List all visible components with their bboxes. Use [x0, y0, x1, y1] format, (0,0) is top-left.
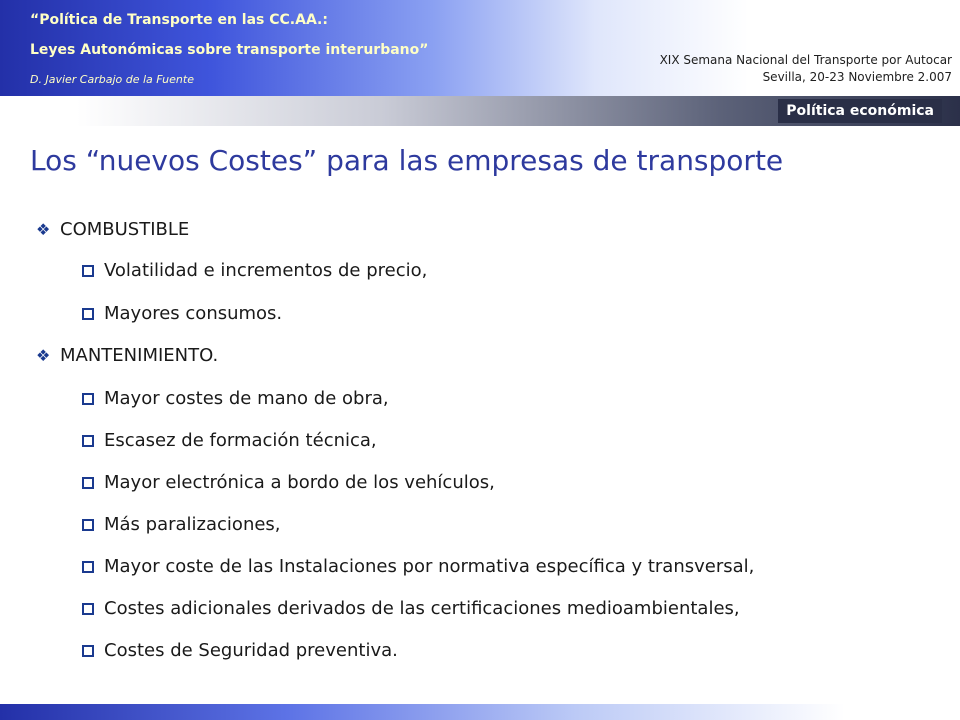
square-bullet-icon [82, 561, 94, 573]
square-bullet-icon [82, 308, 94, 320]
event-name: XIX Semana Nacional del Transporte por Autocar [659, 53, 952, 67]
presentation-title-line1: “Política de Transporte en las CC.AA.: [30, 12, 328, 28]
square-bullet-icon [82, 645, 94, 657]
footer-bar [0, 704, 960, 720]
section-label: Política económica [778, 99, 942, 123]
square-bullet-icon [82, 393, 94, 405]
list-item: Mayor costes de mano de obra, [82, 388, 389, 409]
list-item: Volatilidad e incrementos de precio, [82, 260, 427, 281]
page-title: Los “nuevos Costes” para las empresas de transporte [30, 144, 784, 177]
square-bullet-icon [82, 477, 94, 489]
presentation-title-line2: Leyes Autonómicas sobre transporte interurbano” [30, 42, 429, 58]
list-item-mantenimiento: ❖ MANTENIMIENTO. [36, 345, 219, 366]
list-item: Más paralizaciones, [82, 514, 281, 535]
square-bullet-icon [82, 519, 94, 531]
event-location-date: Sevilla, 20-23 Noviembre 2.007 [762, 70, 952, 84]
diamond-bullet-icon: ❖ [36, 346, 51, 365]
list-item-combustible: ❖ COMBUSTIBLE [36, 219, 190, 240]
list-item: Mayor electrónica a bordo de los vehículos, [82, 472, 495, 493]
list-item: Mayores consumos. [82, 303, 282, 324]
square-bullet-icon [82, 265, 94, 277]
list-item: Mayor coste de las Instalaciones por normativa específica y transversal, [82, 556, 754, 577]
square-bullet-icon [82, 603, 94, 615]
list-item: Escasez de formación técnica, [82, 430, 377, 451]
diamond-bullet-icon: ❖ [36, 220, 51, 239]
list-item: Costes adicionales derivados de las certificaciones medioambientales, [82, 598, 740, 619]
square-bullet-icon [82, 435, 94, 447]
list-item: Costes de Seguridad preventiva. [82, 640, 398, 661]
author-name: D. Javier Carbajo de la Fuente [30, 73, 194, 86]
